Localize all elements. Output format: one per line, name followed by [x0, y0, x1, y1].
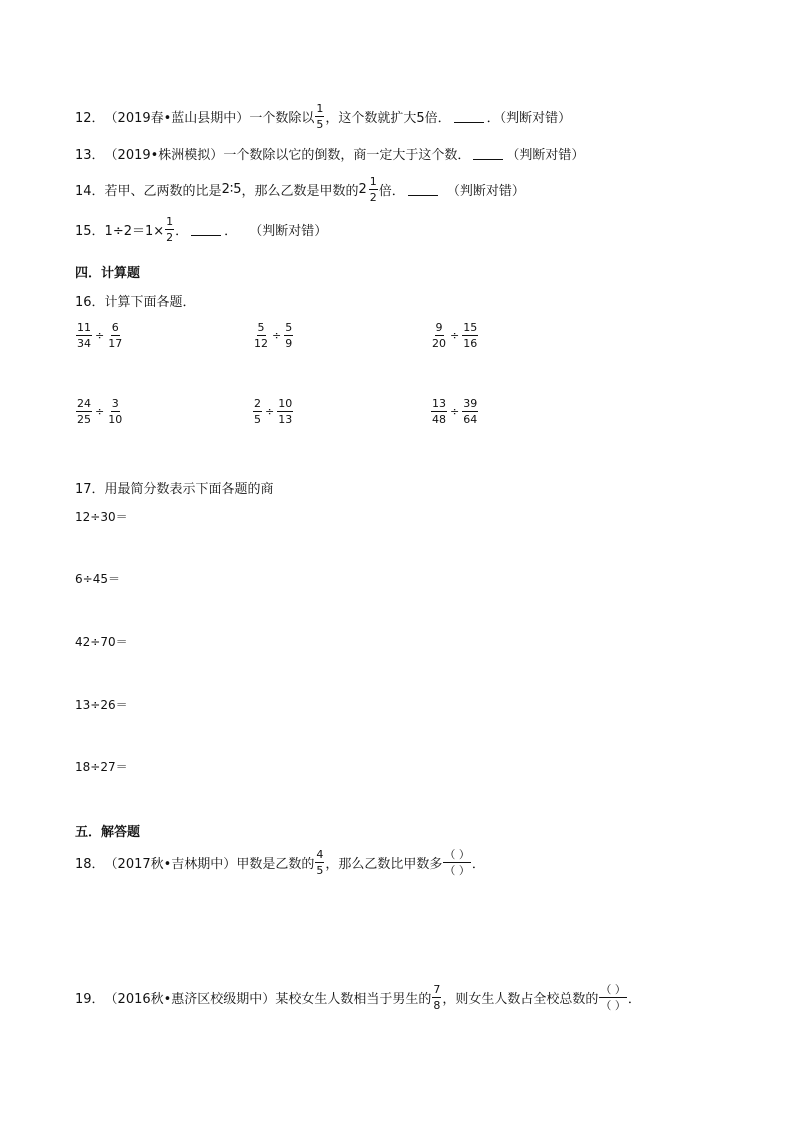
- q12-fraction: [315, 103, 324, 130]
- q16-1-b-den: 17: [108, 337, 123, 350]
- q15-number: 15．: [75, 223, 105, 239]
- q15-fraction: [165, 216, 174, 243]
- q18-source: （2017秋•吉林期中）: [104, 856, 237, 872]
- q16-5-a-num: 2: [254, 397, 261, 410]
- q12-text-post: ，这个数就扩大5倍．: [325, 110, 451, 126]
- q15-numerator: 1: [166, 214, 174, 228]
- q12-source: （2019春•蓝山县期中）: [104, 110, 250, 126]
- q14-answer-blank[interactable]: [408, 194, 438, 196]
- q16-4-operator: ÷: [95, 405, 105, 418]
- q15-expression: 1÷2＝1×: [104, 223, 165, 239]
- q16-2-operator: ÷: [272, 329, 282, 342]
- q16-4-a-den: 25: [77, 413, 91, 426]
- question-14: [75, 172, 525, 206]
- q14-text-post: 倍．: [378, 183, 405, 199]
- q16-item-5: [252, 398, 294, 425]
- question-18: [75, 845, 485, 879]
- q16-item-6: [430, 398, 479, 425]
- q12-denominator: 5: [316, 117, 324, 131]
- q16-3-a-num: 9: [435, 321, 443, 334]
- q14-ratio: 2∶5: [221, 181, 242, 197]
- q16-3-operator: ÷: [450, 329, 460, 342]
- q16-4-b-num: 3: [111, 397, 119, 410]
- q19-denominator: 8: [433, 998, 441, 1012]
- question-19: [75, 980, 641, 1014]
- q13-source: （2019•株洲模拟）: [104, 147, 224, 163]
- q16-item-1: [75, 322, 124, 349]
- q13-number: 13．: [75, 147, 105, 163]
- q18-text-post: ，那么乙数比甲数多: [325, 856, 443, 872]
- q16-3-b-den: 16: [463, 337, 478, 350]
- q16-2-b-num: 5: [285, 321, 293, 334]
- q18-answer-denominator[interactable]: （ ）: [444, 863, 470, 877]
- q17-title: 17．用最简分数表示下面各题的商: [75, 482, 274, 497]
- q16-2-a-den: 12: [254, 337, 268, 350]
- q17-item-3: 42÷70＝: [75, 635, 128, 649]
- q18-number: 18．: [75, 856, 105, 872]
- question-13: [75, 136, 584, 170]
- q16-6-b-den: 64: [463, 413, 478, 426]
- q13-text: 一个数除以它的倒数，商一定大于这个数．: [223, 147, 471, 163]
- q16-5-b-den: 13: [278, 413, 293, 426]
- q16-2-b-den: 9: [285, 337, 293, 350]
- q16-6-a-den: 48: [432, 413, 446, 426]
- q16-1-a-den: 34: [77, 337, 91, 350]
- q18-denominator: 5: [316, 863, 324, 877]
- section-4-heading: 四．计算题: [75, 266, 141, 281]
- q14-text-pre: 若甲、乙两数的比是: [104, 183, 222, 199]
- q12-tail: ．（判断对错）: [486, 110, 572, 126]
- q19-number: 19．: [75, 991, 105, 1007]
- q14-denominator: 2: [369, 190, 377, 204]
- q19-text-pre: 某校女生人数相当于男生的: [275, 991, 432, 1007]
- question-15: [75, 212, 327, 246]
- q19-text-post: ，则女生人数占全校总数的: [442, 991, 599, 1007]
- q16-title: 16．计算下面各题．: [75, 295, 196, 310]
- q16-5-a-den: 5: [254, 413, 261, 426]
- q19-answer-denominator[interactable]: （ ）: [600, 998, 626, 1012]
- q16-4-b-den: 10: [108, 413, 123, 426]
- q14-numerator: 1: [369, 174, 377, 188]
- q19-answer-numerator[interactable]: （ ）: [600, 982, 626, 996]
- q18-fraction: [315, 849, 324, 876]
- q19-end: ．: [627, 991, 641, 1007]
- q16-1-a-num: 11: [77, 321, 91, 334]
- q12-numerator: 1: [316, 101, 324, 115]
- q16-6-a-num: 13: [432, 397, 446, 410]
- q15-denominator: 2: [166, 230, 174, 244]
- q15-after: ．: [224, 223, 238, 239]
- q16-6-operator: ÷: [450, 405, 460, 418]
- q16-2-a-num: 5: [257, 321, 265, 334]
- q16-4-a-num: 24: [77, 397, 91, 410]
- q12-answer-blank[interactable]: [454, 121, 484, 123]
- q12-number: 12．: [75, 110, 105, 126]
- q19-answer-fraction[interactable]: [599, 984, 627, 1011]
- q16-3-a-den: 20: [432, 337, 446, 350]
- q13-tail: （判断对错）: [506, 147, 585, 163]
- q14-text-mid: ，那么乙数是甲数的: [241, 183, 359, 199]
- q15-text-post: ．: [175, 223, 189, 239]
- q18-answer-fraction[interactable]: [443, 849, 471, 876]
- q14-number: 14．: [75, 183, 105, 199]
- q19-fraction: [432, 984, 441, 1011]
- q16-item-3: [430, 322, 479, 349]
- question-12: [75, 99, 571, 133]
- q18-end: ．: [471, 856, 485, 872]
- q16-5-operator: ÷: [265, 405, 275, 418]
- q12-text-pre: 一个数除以: [249, 110, 315, 126]
- q18-numerator: 4: [316, 847, 324, 861]
- q18-text-pre: 甲数是乙数的: [236, 856, 315, 872]
- section-5-heading: 五．解答题: [75, 825, 141, 840]
- q16-item-4: [75, 398, 124, 425]
- q16-1-b-num: 6: [111, 321, 119, 334]
- q14-tail: （判断对错）: [446, 183, 525, 199]
- q16-item-2: [252, 322, 294, 349]
- q16-5-b-num: 10: [278, 397, 293, 410]
- q17-item-1: 12÷30＝: [75, 510, 128, 524]
- q15-answer-blank[interactable]: [191, 234, 221, 236]
- q17-item-5: 18÷27＝: [75, 760, 128, 774]
- q15-tail: （判断对错）: [249, 223, 328, 239]
- q18-answer-numerator[interactable]: （ ）: [444, 847, 470, 861]
- q13-answer-blank[interactable]: [473, 158, 503, 160]
- q19-source: （2016秋•惠济区校级期中）: [104, 991, 276, 1007]
- q14-mixed-integer: 2: [358, 181, 367, 197]
- q16-1-operator: ÷: [95, 329, 105, 342]
- q17-item-2: 6÷45＝: [75, 572, 120, 586]
- q17-item-4: 13÷26＝: [75, 698, 128, 712]
- q14-fraction: [369, 176, 378, 203]
- q16-6-b-num: 39: [463, 397, 478, 410]
- q19-numerator: 7: [433, 982, 441, 996]
- q16-3-b-num: 15: [463, 321, 478, 334]
